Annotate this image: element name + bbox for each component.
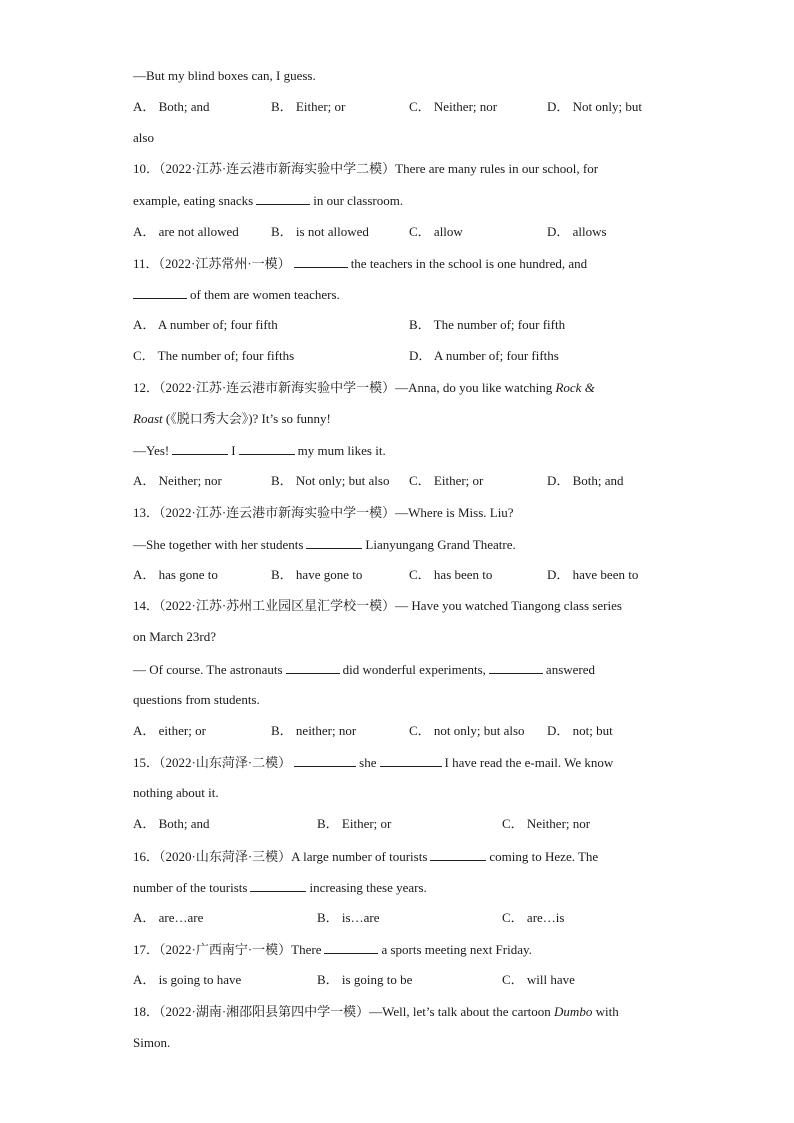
q12-text-c: —Yes! <box>133 443 170 458</box>
q15-text-b: she <box>359 755 377 770</box>
q14-blank-2 <box>489 661 543 674</box>
q18-title-italic: Dumbo <box>554 1004 593 1019</box>
q16-option-c: C． are…is <box>502 910 565 925</box>
q16-text-d: increasing these years. <box>309 880 427 895</box>
q16-option-a: A． are…are <box>133 910 204 925</box>
q10-text-b: in our classroom. <box>313 193 404 208</box>
q15-option-b: B． Either; or <box>317 816 392 831</box>
q9-option-d: D． Not only; but <box>547 99 642 114</box>
q11-text-b: the teachers in the school is one hundred, and <box>350 256 588 271</box>
q14-option-b: B． neither; nor <box>271 723 357 738</box>
q16-text-b: coming to Heze. The <box>489 849 599 864</box>
q15-blank-2 <box>380 754 442 767</box>
q16-text-c: number of the tourists <box>133 880 248 895</box>
q12-blank-2 <box>239 442 295 455</box>
q16-stem-line2 <box>133 879 427 896</box>
q14-option-c: C． not only; but also <box>409 723 525 738</box>
q16-text-a: 16．（2020·山东菏泽·三模）A large number of tourists <box>133 849 428 864</box>
q10-stem-line2 <box>133 192 403 209</box>
q11-stem-line2 <box>133 286 340 303</box>
q15-text-a: 15．（2022·山东菏泽·二模） <box>133 755 292 770</box>
q12-text-a: 12．（2022·江苏·连云港市新海实验中学一模）—Anna, do you like watching <box>133 380 556 395</box>
q18-stem-line2: Simon. <box>133 1035 171 1050</box>
q16-blank-1 <box>430 848 486 861</box>
q9-dialog <box>133 68 316 84</box>
q11-blank-2 <box>133 286 187 299</box>
q13-stem-line2 <box>133 536 516 553</box>
q17-blank <box>324 941 378 954</box>
q14-text-b: did wonderful experiments, <box>342 662 486 677</box>
q12-option-d: D． Both; and <box>547 473 624 488</box>
q12-stem-line3 <box>133 442 386 459</box>
q17-option-b: B． is going to be <box>317 972 413 987</box>
q11-option-d: D． A number of; four fifths <box>409 348 559 363</box>
q15-blank-1 <box>294 754 356 767</box>
q13-stem-line1: 13．（2022·江苏·连云港市新海实验中学一模）—Where is Miss. Liu? <box>133 505 514 520</box>
q12-text-b: (《脱口秀大会》)? It’s so funny! <box>162 411 331 426</box>
q14-text-c: answered <box>545 662 596 677</box>
q17-option-a: A． is going to have <box>133 972 242 987</box>
q12-option-b: B． Not only; but also <box>271 473 390 488</box>
q13-option-b: B． have gone to <box>271 567 363 582</box>
q16-stem-line1 <box>133 848 598 865</box>
q12-text-e: my mum likes it. <box>297 443 386 458</box>
q12-text-d: I <box>231 443 236 458</box>
q17-text-b: a sports meeting next Friday. <box>381 942 532 957</box>
q17-option-c: C． will have <box>502 972 575 987</box>
q13-option-d: D． have been to <box>547 567 639 582</box>
q14-option-d: D． not; but <box>547 723 613 738</box>
q13-option-a: A． has gone to <box>133 567 218 582</box>
q10-option-c: C． allow <box>409 224 463 239</box>
q12-stem-line2 <box>133 411 331 427</box>
q14-stem-line4: questions from students. <box>133 692 260 707</box>
q10-stem-line1: 10．（2022·江苏·连云港市新海实验中学二模）There are many rules in our school, for <box>133 161 599 176</box>
q15-option-a: A． Both; and <box>133 816 210 831</box>
q12-option-a: A． Neither; nor <box>133 473 222 488</box>
q18-stem-line1 <box>133 1004 619 1020</box>
q9-option-d-wrap: also <box>133 130 154 145</box>
q10-option-d: D． allows <box>547 224 607 239</box>
q9-option-a: A． Both; and <box>133 99 210 114</box>
q14-option-a: A． either; or <box>133 723 206 738</box>
q10-text-a: example, eating snacks <box>133 193 254 208</box>
q12-stem-line1 <box>133 380 595 396</box>
q11-option-a: A． A number of; four fifth <box>133 317 278 332</box>
q14-stem-line1: 14．（2022·江苏·苏州工业园区星汇学校一模）— Have you watched Tiangong class series <box>133 598 622 613</box>
q15-option-c: C． Neither; nor <box>502 816 591 831</box>
q9-option-b: B． Either; or <box>271 99 346 114</box>
q11-option-c: C． The number of; four fifths <box>133 348 295 363</box>
q15-stem-line1 <box>133 754 613 771</box>
q13-option-c: C． has been to <box>409 567 493 582</box>
q14-blank-1 <box>286 661 340 674</box>
q18-text-a: 18．（2022·湖南·湘邵阳县第四中学一模）—Well, let’s talk about the cartoon <box>133 1004 555 1019</box>
q10-blank <box>256 192 310 205</box>
q15-stem-line2: nothing about it. <box>133 785 219 800</box>
q9-dialog-text: —But my blind boxes can, I guess. <box>133 68 316 83</box>
q11-option-b: B． The number of; four fifth <box>409 317 566 332</box>
q14-stem-line3 <box>133 661 595 678</box>
q16-option-b: B． is…are <box>317 910 380 925</box>
q17-stem-line1 <box>133 941 532 958</box>
q15-text-c: I have read the e-mail. We know <box>444 755 614 770</box>
q11-blank-1 <box>294 255 348 268</box>
q14-text-a: — Of course. The astronauts <box>133 662 283 677</box>
q16-blank-2 <box>250 879 306 892</box>
q12-title-italic-1: Rock & <box>555 380 595 395</box>
q10-option-b: B． is not allowed <box>271 224 369 239</box>
q18-text-b: with <box>592 1004 619 1019</box>
q14-stem-line2: on March 23rd? <box>133 629 217 644</box>
q11-text-c: of them are women teachers. <box>190 287 340 302</box>
q12-option-c: C． Either; or <box>409 473 484 488</box>
q10-option-a: A． are not allowed <box>133 224 239 239</box>
q13-text-a: —She together with her students <box>133 537 304 552</box>
q17-text-a: 17．（2022·广西南宁·一模）There <box>133 942 322 957</box>
q13-blank <box>306 536 362 549</box>
q12-blank-1 <box>172 442 228 455</box>
q11-stem-line1 <box>133 255 587 272</box>
q11-text-a: 11．（2022·江苏常州·一模） <box>133 256 291 271</box>
q13-text-b: Lianyungang Grand Theatre. <box>365 537 516 552</box>
q12-title-italic-2: Roast <box>133 411 163 426</box>
q9-option-c: C． Neither; nor <box>409 99 498 114</box>
